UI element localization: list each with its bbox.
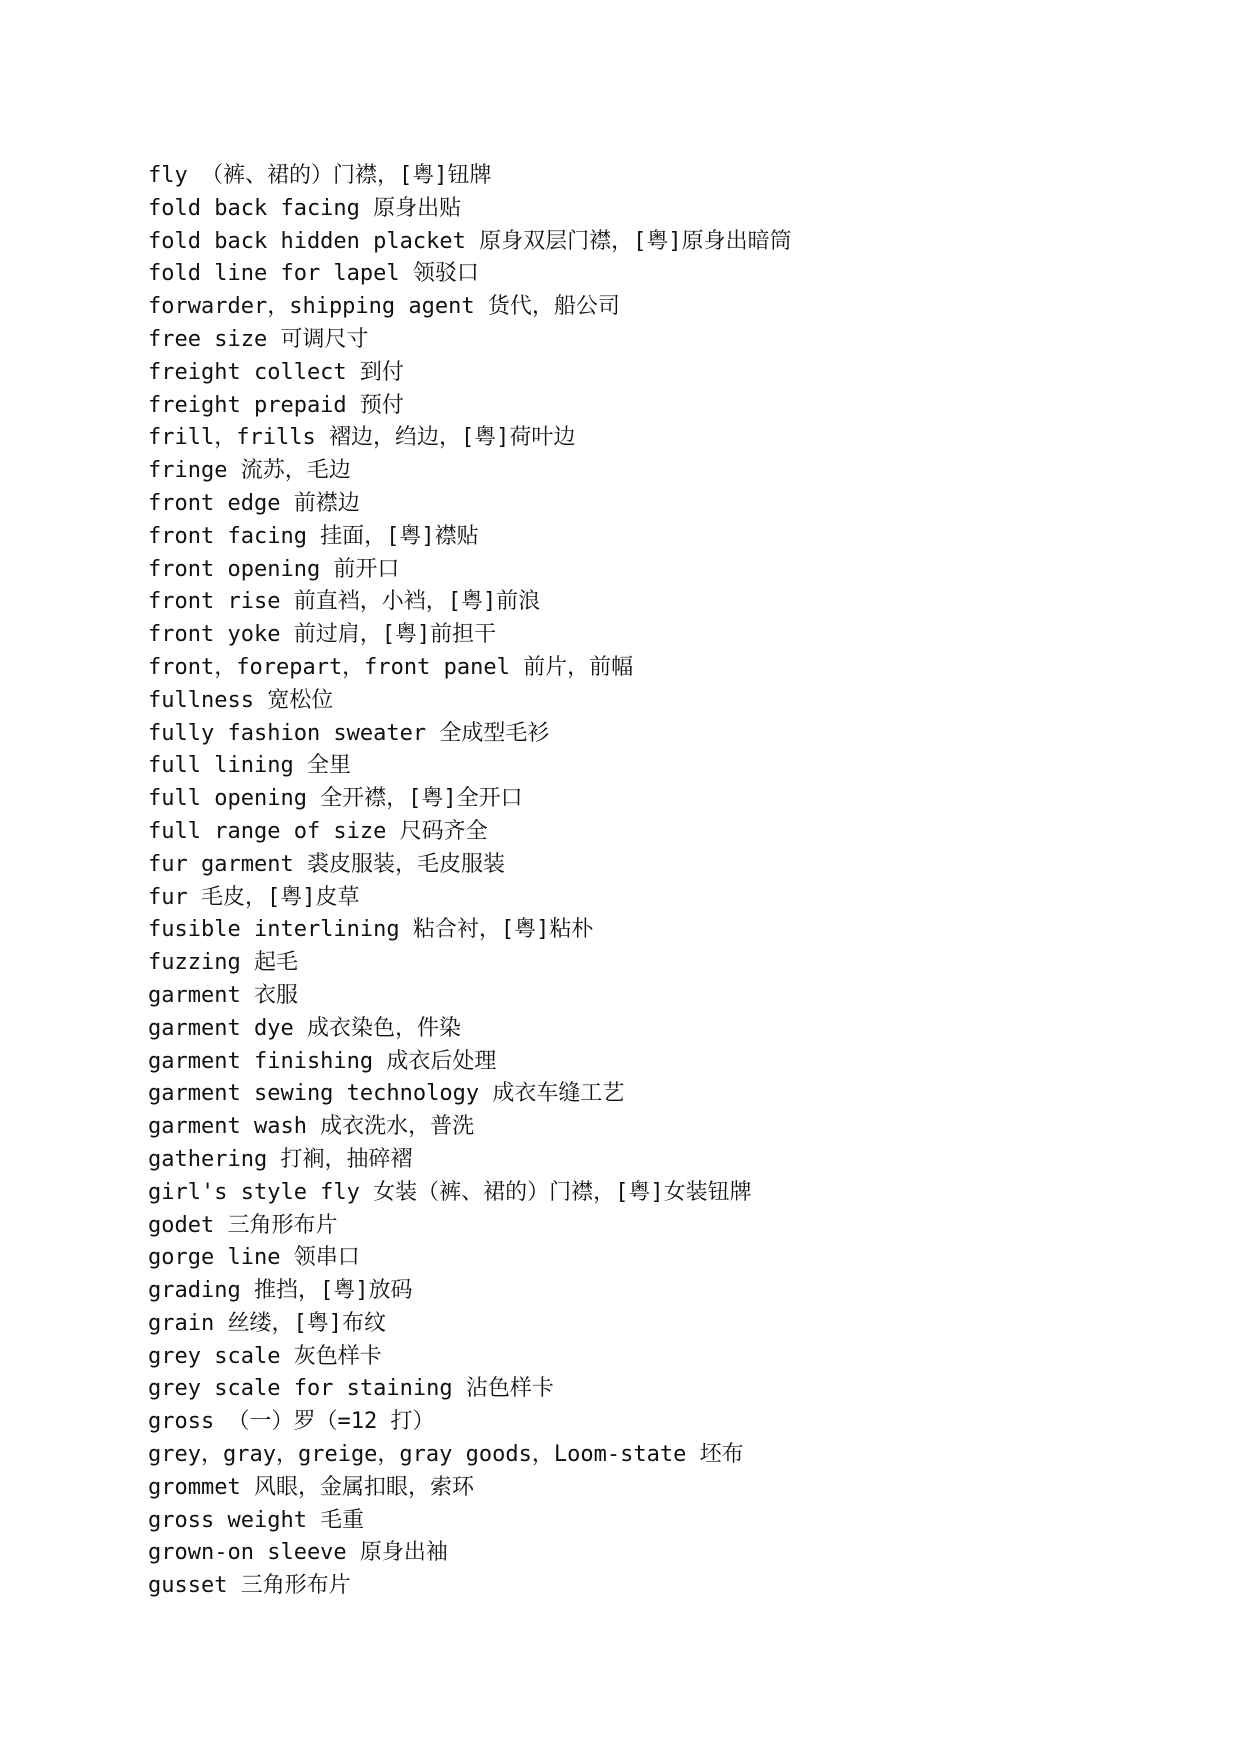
glossary-entry: godet 三角形布片 xyxy=(148,1212,338,1238)
glossary-entry: front opening 前开口 xyxy=(148,556,400,582)
glossary-entry: garment wash 成衣洗水，普洗 xyxy=(148,1114,475,1140)
glossary-entry: front yoke 前过肩，[粤]前担干 xyxy=(148,622,497,648)
glossary-entry: fringe 流苏，毛边 xyxy=(148,458,351,484)
glossary-entry: frill，frills 褶边，绉边，[粤]荷叶边 xyxy=(148,425,576,451)
glossary-entry: gathering 打裥，抽碎褶 xyxy=(148,1146,413,1172)
glossary-entry: fuzzing 起毛 xyxy=(148,950,298,976)
glossary-entry: gorge line 领串口 xyxy=(148,1245,360,1271)
glossary-list xyxy=(148,160,1148,1603)
glossary-entry: grown-on sleeve 原身出袖 xyxy=(148,1540,448,1566)
glossary-entry: freight prepaid 预付 xyxy=(148,392,404,418)
glossary-entry: grey scale 灰色样卡 xyxy=(148,1343,382,1369)
glossary-entry: fly （裤、裙的）门襟，[粤]钮牌 xyxy=(148,163,492,188)
glossary-entry: full range of size 尺码齐全 xyxy=(148,818,488,844)
glossary-entry: full lining 全里 xyxy=(148,753,351,779)
glossary-entry: forwarder，shipping agent 货代，船公司 xyxy=(148,294,620,320)
glossary-entry: fold line for lapel 领驳口 xyxy=(148,261,479,287)
glossary-entry: fold back facing 原身出贴 xyxy=(148,195,462,221)
glossary-entry: grey，gray，greige，gray goods，Loom-state 坯布 xyxy=(148,1442,744,1468)
glossary-entry: gusset 三角形布片 xyxy=(148,1573,351,1599)
glossary-entry: fur 毛皮，[粤]皮草 xyxy=(148,884,360,910)
glossary-entry: grey scale for staining 沾色样卡 xyxy=(148,1376,554,1402)
glossary-entry: fully fashion sweater 全成型毛衫 xyxy=(148,720,550,746)
glossary-entry: front rise 前直裆，小裆，[粤]前浪 xyxy=(148,589,541,615)
glossary-entry: front edge 前襟边 xyxy=(148,490,360,516)
glossary-entry: grain 丝缕，[粤]布纹 xyxy=(148,1310,386,1336)
glossary-entry: girl's style fly 女装（裤、裙的）门襟，[粤]女装钮牌 xyxy=(148,1179,752,1205)
glossary-entry: fur garment 裘皮服装，毛皮服装 xyxy=(148,851,505,877)
glossary-entry: garment dye 成衣染色，件染 xyxy=(148,1015,461,1041)
glossary-entry: freight collect 到付 xyxy=(148,359,404,385)
glossary-entry: fold back hidden placket 原身双层门襟，[粤]原身出暗筒 xyxy=(148,228,792,254)
glossary-entry: grading 推挡，[粤]放码 xyxy=(148,1278,413,1304)
glossary-entry: front，forepart，front panel 前片，前幅 xyxy=(148,654,634,680)
glossary-entry: gross （一）罗（=12 打） xyxy=(148,1409,435,1435)
glossary-entry: garment finishing 成衣后处理 xyxy=(148,1048,497,1074)
glossary-entry: free size 可调尺寸 xyxy=(148,326,369,352)
glossary-entry: full opening 全开襟，[粤]全开口 xyxy=(148,786,523,812)
glossary-entry: front facing 挂面，[粤]襟贴 xyxy=(148,523,479,549)
glossary-entry: garment 衣服 xyxy=(148,982,298,1008)
glossary-entry: fusible interlining 粘合衬，[粤]粘朴 xyxy=(148,917,594,943)
glossary-entry: fullness 宽松位 xyxy=(148,687,334,713)
glossary-entry: garment sewing technology 成衣车缝工艺 xyxy=(148,1081,625,1107)
glossary-entry: grommet 风眼，金属扣眼，索环 xyxy=(148,1474,474,1500)
glossary-entry: gross weight 毛重 xyxy=(148,1507,365,1533)
